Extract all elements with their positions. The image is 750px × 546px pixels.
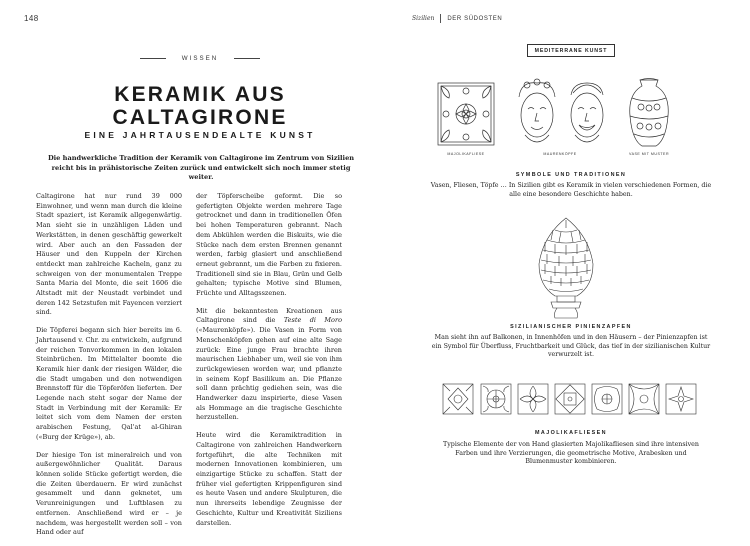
body-paragraph: Heute wird die Keramiktradition in Caltagirone von zahlreichen Handwerkern fortgeführt, die alte Techniken mit modernen Innovationen kombinieren, um einzigartige Stücke zu schaffen. Statt der früher viel gefertigten Krippenfiguren sind es heute Vasen und andere Skulpturen, die nun ihrerseits lebendige Zeugnisse der Geschichte, Kultur und Kreativität Siziliens darstellen. (196, 431, 342, 527)
pine-cone-illustration (533, 216, 599, 320)
body-paragraph: Der hiesige Ton ist mineralreich und von außergewöhnlicher Qualität. Daraus können solide Stücke gefertigt werden, die die Zeiten überdauern. Er wird zunächst gesammelt und dann geknetet, um Verunreinigungen und Luftblasen zu entfernen. Anschließend wird er – je nachdem, was hergestellt werden soll – von Hand oder auf (36, 450, 182, 537)
page-title (80, 83, 320, 129)
running-header-section: Sizilien (412, 15, 435, 22)
patterned-vase-illustration (626, 76, 672, 150)
section-text-majolica: Typische Elemente der von Hand glasierten Majolikafliesen sind ihre intensiven Farben und ihre Verzierungen, die geometrische Motive, Arabesken und Blumenmuster kombinieren. (443, 441, 699, 466)
caption-majolica: MAJOLIKAFLIESE (447, 152, 485, 156)
body-paragraph: der Töpferscheibe geformt. Die so gefertigten Objekte werden mehrere Tage getrocknet und dann in traditionellen Öfen bei hohen Temperaturen gebrannt. Nach dem Abkühlen werden die Biskuits, wie die Stücke nach dem ersten Brennen genannt werden, farbig glasiert und anschließend erneut gebrannt, um die Farben zu fixieren. Traditionell sind sie in Blau, Grün und Gelb gehalten; typische Motive sind Blumen, Früchte und Alltagsszenen. (196, 192, 342, 298)
body-text-italic: Teste di Moro (283, 316, 342, 325)
section-title-pine-cone: SIZILIANISCHER PINIENZAPFEN (510, 324, 632, 330)
body-paragraph: Caltagirone hat nur rund 39 000 Einwohner, und wenn man durch die kleine Stadt spaziert, ist Keramik allgegenwärtig. Man sieht sie in unzähligen Läden und Werkstätten, in denen geschäftig gewerkelt wird. Aber auch an den Fassaden der Häuser und den Kuppeln der Kirchen entdeckt man zahlreiche Kacheln, ganz zu schweigen von der monumentalen Treppe Santa Maria del Monte, die seit 1606 die Altstadt mit der Neustadt verbindet und deren 142 Setzstufen mit Fayencen verziert sind. (36, 192, 182, 317)
page-subtitle: EINE JAHRTAUSENDEALTE KUNST (84, 130, 316, 140)
kicker-line-right (234, 58, 260, 59)
lead-paragraph: Die handwerkliche Tradition der Keramik von Caltagirone im Zentrum von Sizilien reicht bis in prähistorische Zeiten zurück und entwickelt sich noch immer stetig weiter. (47, 154, 355, 182)
body-paragraph (196, 307, 342, 423)
majolica-tiles-row (442, 382, 698, 416)
running-header (412, 14, 502, 23)
body-text: Mit die bekanntesten Kreationen aus Caltagirone sind die (196, 306, 342, 325)
header-divider (440, 14, 441, 23)
caption-vase: VASE MIT MUSTER (628, 152, 670, 156)
title-line-2: CALTAGIRONE (112, 106, 288, 129)
body-paragraph: Die Töpferei begann sich hier bereits im 6. Jahrtausend v. Chr. zu entwickeln, aufgrund der reichen Tonvorkommen in den lokalen Steinbrüchen. Im Mittelalter boomte die Keramik hier dank der riesigen Wälder, die die Stadt umgaben und den notwendigen Brennstoff für die Töpferöfen lieferten. Der Legende nach steht sogar der Name der Stadt in Verbindung mit der Keramik: Er leitet sich vom dem Namen der ersten arabischen Festung, Qal'at al-Ghiran («Burg der Krüge»), ab. (36, 326, 182, 441)
section-title-majolica: MAJOLIKAFLIESEN (535, 430, 607, 436)
body-column-2 (196, 192, 342, 536)
page-number: 148 (24, 14, 39, 23)
caption-moor-heads: MAURENKÖPFE (543, 152, 577, 156)
title-line-1: KERAMIK AUS (114, 83, 286, 106)
section-text-symbols: Vasen, Fliesen, Töpfe … In Sizilien gibt es Keramik in vielen verschiedenen Formen, die alle eine besondere Geschichte haben. (430, 182, 712, 198)
body-text: («Maurenköpfe»). Die Vasen in Form von Menschenköpfen gehen auf eine alte Sage zurück: Eine junge Frau brachte ihren maurischen Liebhaber um, weil sie von ihm zurückgewiesen worden war, und pflanzte in seinem Kopf Basilikum an. Die Pflanze soll dann prächtig gediehen sein, was die Handwerker dazu inspirierte, diese Vasen als Hommage an die tragische Geschichte herzustellen. (196, 326, 342, 422)
section-text-pine-cone: Man sieht ihn auf Balkonen, in Innenhöfen und in den Häusern – der Pinienzapfen ist ein Symbol für Überfluss, Fruchtbarkeit und Glück, das tief in der sizilianischen Kultur verwurzelt ist. (431, 334, 711, 359)
moor-heads-illustration (513, 77, 611, 151)
kicker-label: WISSEN (181, 55, 219, 62)
kicker-line-left (140, 58, 166, 59)
majolica-tile-illustration (437, 82, 495, 146)
body-column-1 (36, 192, 182, 546)
sidebar-badge: MEDITERRANE KUNST (527, 44, 615, 57)
running-header-chapter: DER SÜDOSTEN (447, 15, 503, 22)
section-title-symbols: SYMBOLE UND TRADITIONEN (515, 172, 627, 178)
